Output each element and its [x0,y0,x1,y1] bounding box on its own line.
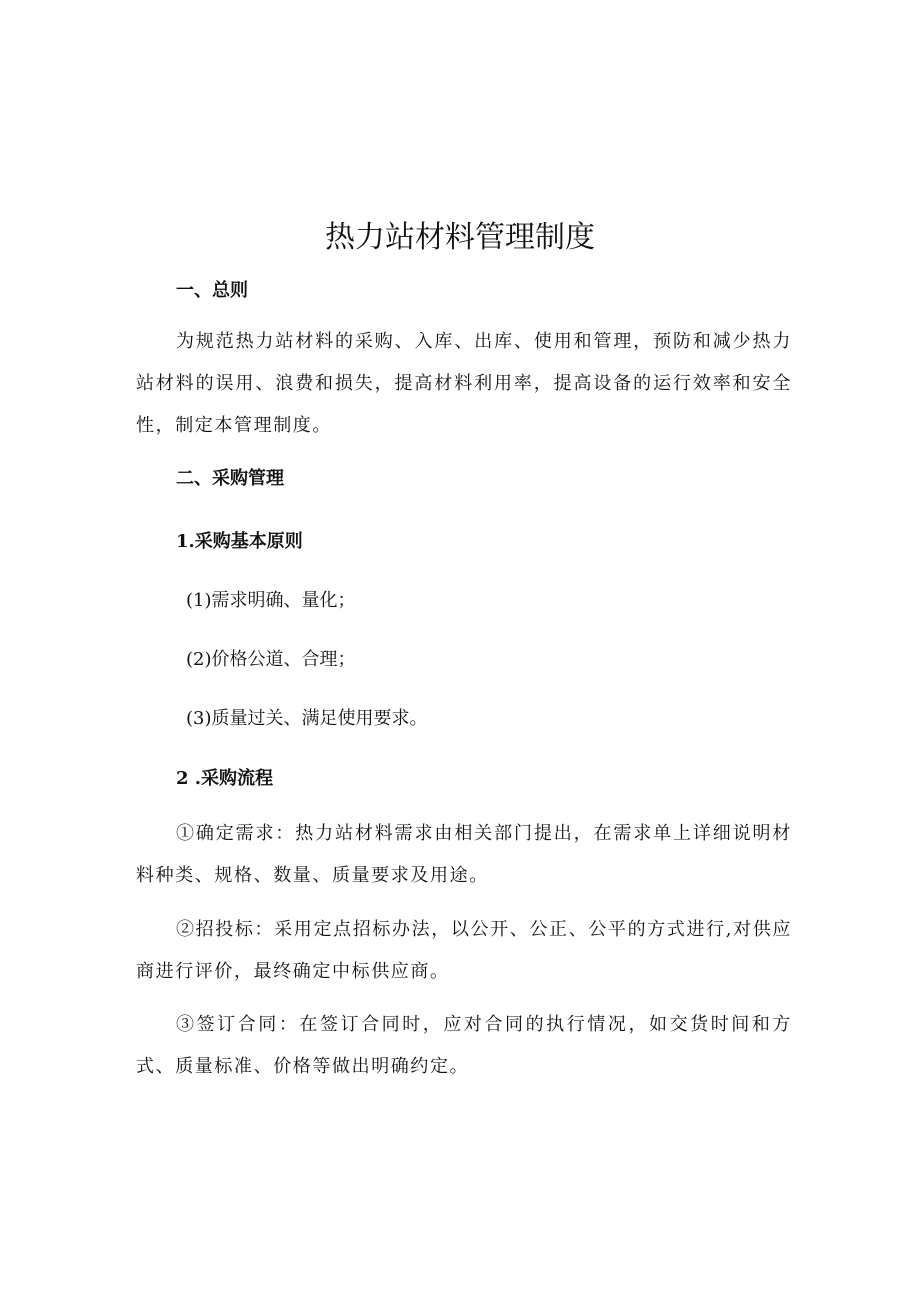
principle-item: (1)需求明确、量化； [186,590,356,611]
section-heading-procurement: 二、采购管理 [176,468,284,489]
process-step: ②招投标：采用定点招标办法，以公开、公正、公平的方式进行,对供应商进行评价，最终确定中标供应商。 [136,919,792,982]
general-paragraph: 为规范热力站材料的采购、入库、出库、使用和管理，预防和减少热力站材料的误用、浪费和损失，提高材料利用率，提高设备的运行效率和安全性，制定本管理制度。 [136,331,792,436]
principle-item: (3)质量过关、满足使用要求。 [186,708,428,729]
document-title: 热力站材料管理制度 [325,220,595,255]
section-heading-general: 一、总则 [176,280,248,301]
process-step: ①确定需求：热力站材料需求由相关部门提出，在需求单上详细说明材料种类、规格、数量、质量要求及用途。 [136,823,792,886]
subheading-process: 2 .采购流程 [176,768,274,789]
subheading-principles: 1.采购基本原则 [176,531,303,552]
process-step: ③签订合同：在签订合同时，应对合同的执行情况，如交货时间和方式、质量标准、价格等做出明确约定。 [136,1014,792,1077]
principle-item: (2)价格公道、合理； [186,649,356,670]
